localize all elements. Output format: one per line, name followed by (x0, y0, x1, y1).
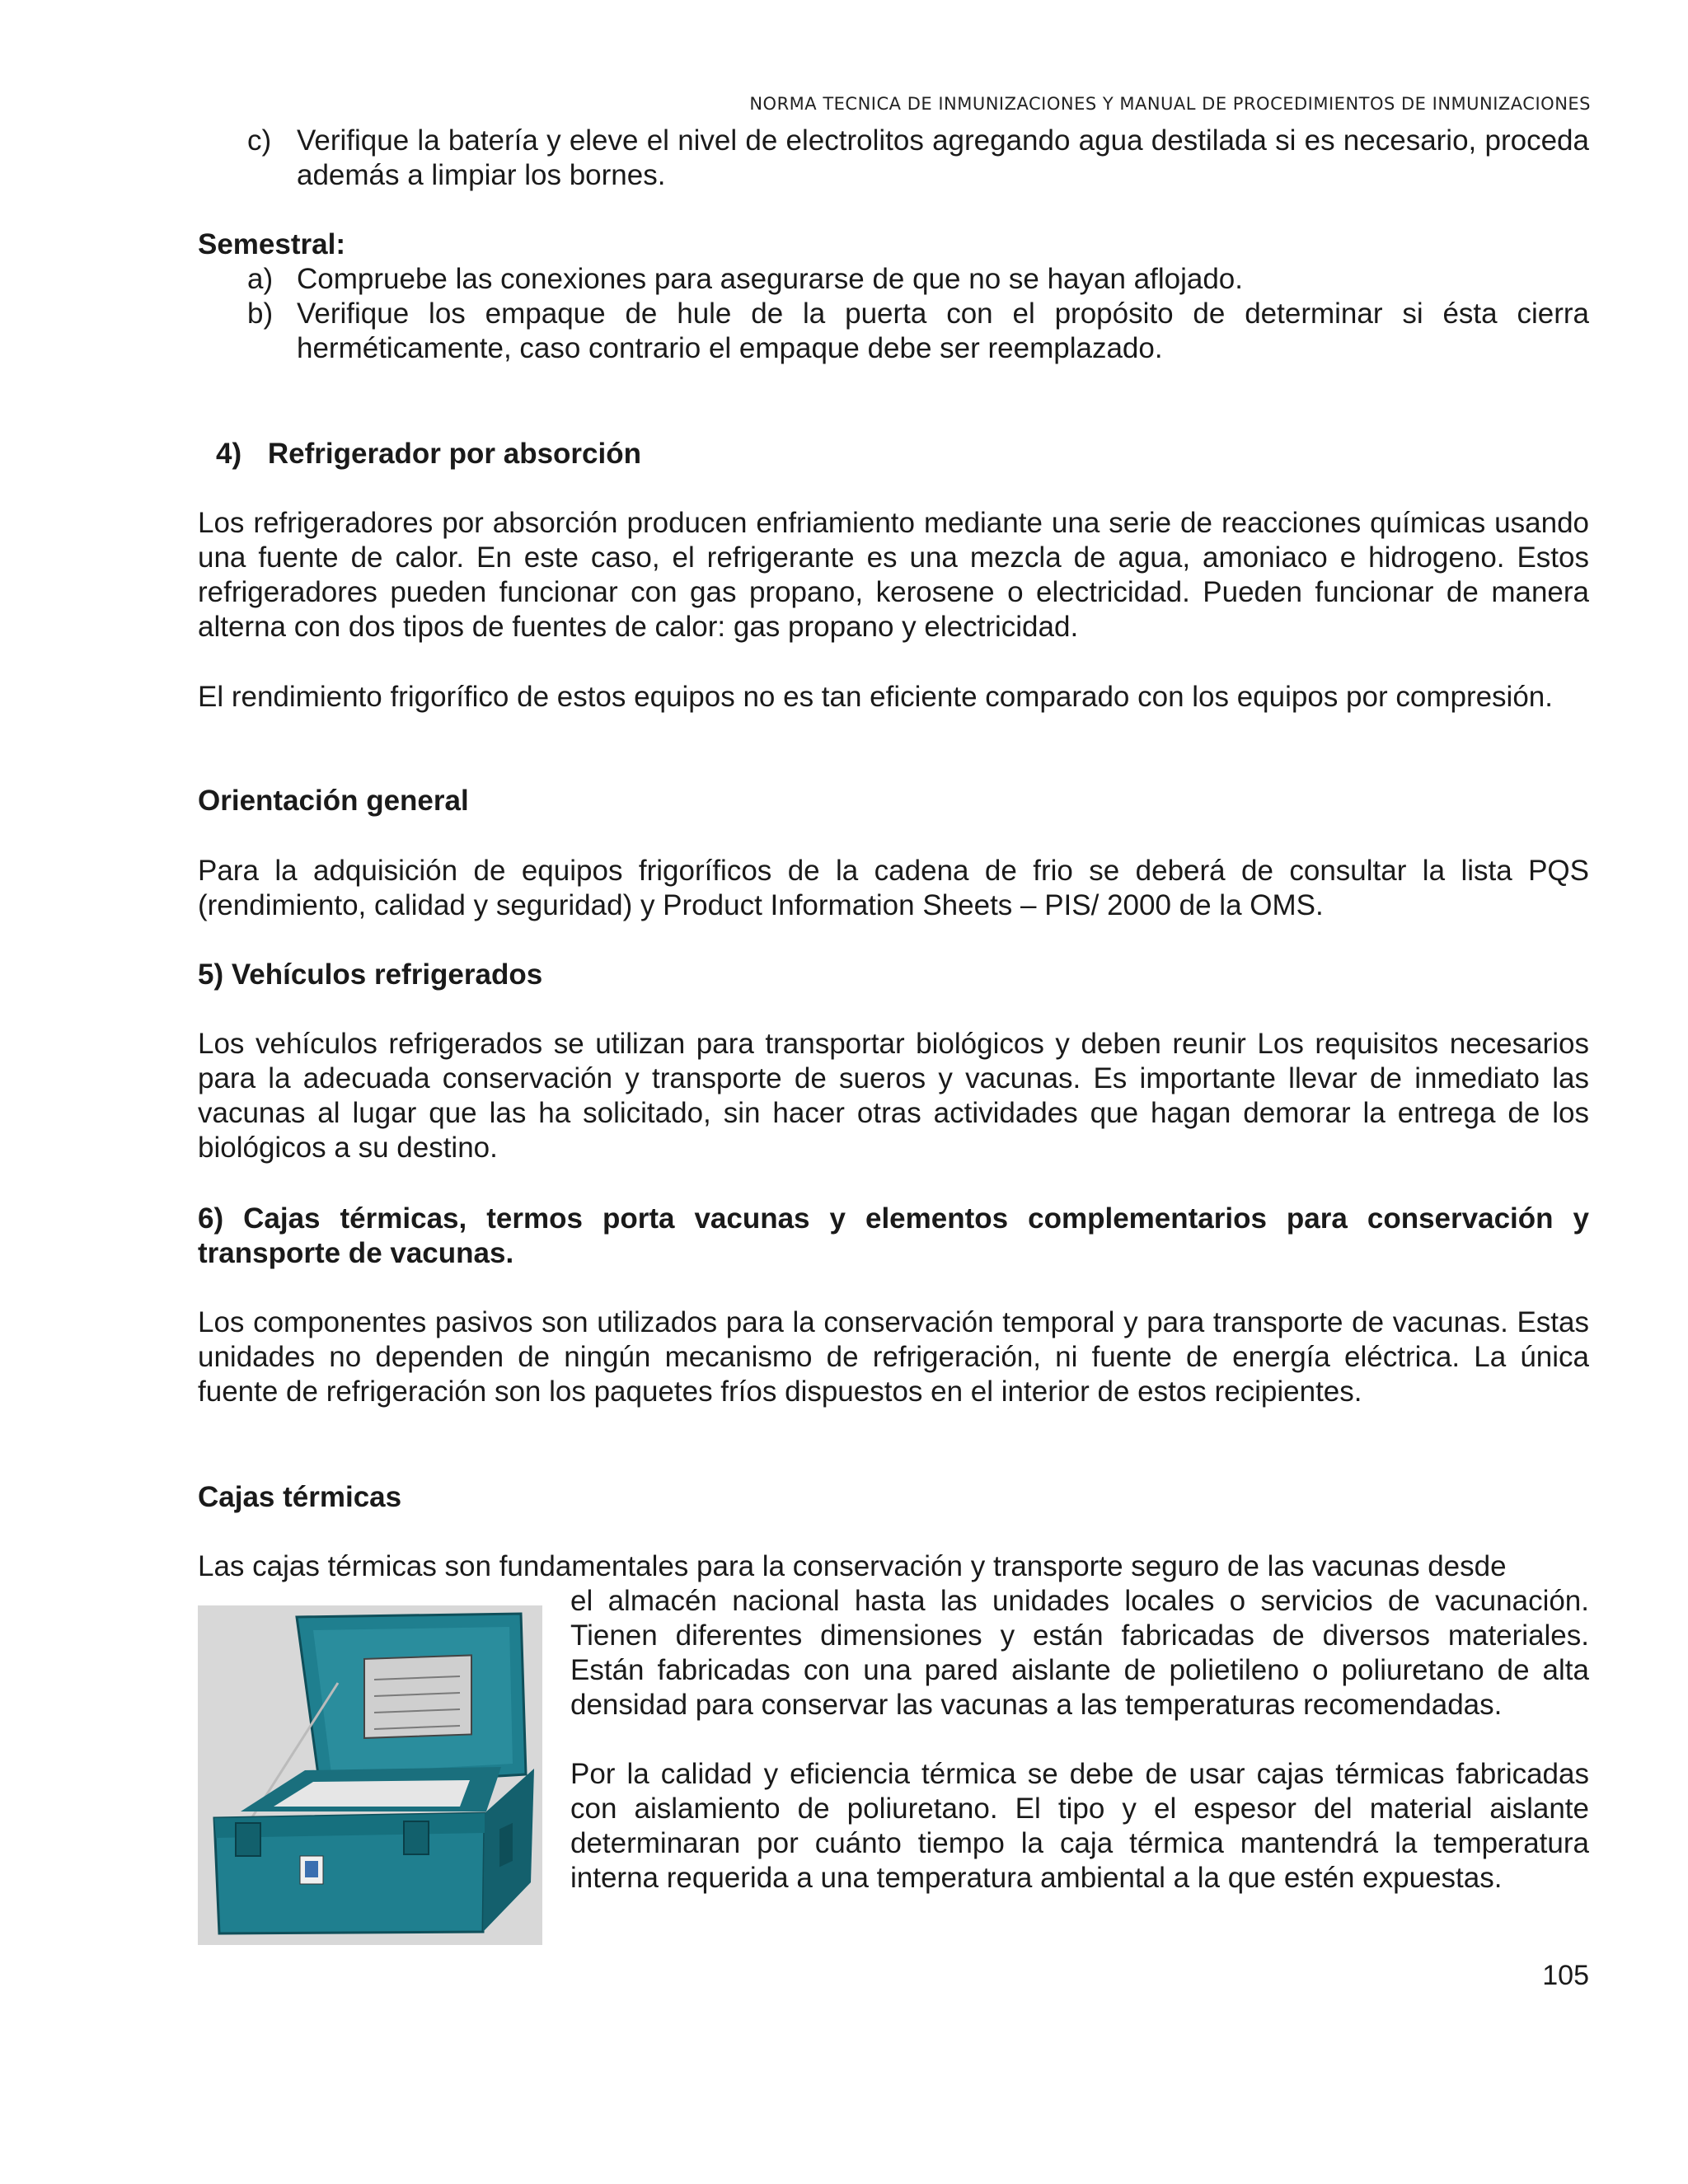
section-title: Refrigerador por absorción (267, 438, 641, 470)
cold-box-image (198, 1605, 542, 1945)
orientacion-heading: Orientación general (198, 785, 469, 817)
section-4-paragraph-2: El rendimiento frigorífico de estos equipos no es tan eficiente comparado con los equipos por compresión. (198, 681, 1553, 713)
section-6-heading: 6) Cajas térmicas, termos porta vacunas y elementos complementarios para conservación y transporte de vacunas. (198, 1202, 1589, 1269)
list-marker: b) (247, 298, 274, 330)
cold-box-illustration (198, 1605, 542, 1945)
list-marker: c) (247, 124, 272, 157)
section-4-paragraph-1: Los refrigeradores por absorción producen enfriamiento mediante una serie de reacciones químicas usando una fuente de calor. En este caso, el refrigerante es una mezcla de agua, amoniaco e hidrogeno. Estos refrigeradores pueden funcionar con gas propano, kerosene o electricidad. Pueden funcionar de manera alterna con dos tipos de fuentes de calor: gas propano y electricidad. (198, 507, 1589, 643)
list-item-b (247, 297, 1589, 366)
section-5-heading: 5) Vehículos refrigerados (198, 958, 543, 991)
page-number: 105 (1542, 1960, 1589, 1991)
section-4-heading (216, 437, 641, 471)
orientacion-paragraph: Para la adquisición de equipos frigoríficos de la cadena de frio se deberá de consultar la lista PQS (rendimiento, calidad y seguridad) y Product Information Sheets – PIS/ 2000 de la OMS. (198, 855, 1589, 921)
list-item-text: Verifique los empaque de hule de la puerta con el propósito de determinar si ésta cierra herméticamente, caso contrario el empaque debe ser reemplazado. (297, 298, 1589, 364)
semestral-heading: Semestral: (198, 228, 345, 260)
section-number: 4) (216, 438, 242, 470)
list-item-text: Compruebe las conexiones para asegurarse de que no se hayan aflojado. (297, 263, 1243, 295)
list-item-a (247, 262, 1589, 297)
cajas-paragraph-1-first-line: Las cajas térmicas son fundamentales para la conservación y transporte seguro de las vacunas desde (198, 1550, 1507, 1582)
cajas-paragraph-2: Por la calidad y eficiencia térmica se debe de usar cajas térmicas fabricadas con aislamiento de poliuretano. El tipo y el espesor del material aislante determinaran por cuánto tiempo la caja térmica mantendrá la temperatura interna requerida a una temperatura ambiental a la que estén expuestas. (570, 1758, 1589, 1894)
cajas-paragraph-1-rest: el almacén nacional hasta las unidades locales o servicios de vacunación. Tienen diferentes dimensiones y están fabricadas de diversos materiales. Están fabricadas con una pared aislante de polietileno o poliuretano de alta densidad para conservar las vacunas a las temperaturas recomendadas. (570, 1585, 1589, 1721)
cajas-heading: Cajas térmicas (198, 1481, 402, 1513)
section-5-paragraph: Los vehículos refrigerados se utilizan para transportar biológicos y deben reunir Los requisitos necesarios para la adecuada conservación y transporte de sueros y vacunas. Es importante llevar de inmediato las vacunas al lugar que las ha solicitado, sin hacer otras actividades que hagan demorar la entrega de los biológicos a su destino. (198, 1028, 1589, 1164)
section-6-paragraph: Los componentes pasivos son utilizados para la conservación temporal y para transporte de vacunas. Estas unidades no dependen de ningún mecanismo de refrigeración, ni fuente de energía eléctrica. La única fuente de refrigeración son los paquetes fríos dispuestos en el interior de estos recipientes. (198, 1306, 1589, 1408)
list-marker: a) (247, 263, 274, 295)
list-item-text: Verifique la batería y eleve el nivel de electrolitos agregando agua destilada si es necesario, proceda además a limpiar los bornes. (297, 124, 1589, 191)
list-item-c (247, 124, 1589, 193)
running-header: NORMA TECNICA DE INMUNIZACIONES Y MANUAL DE PROCEDIMIENTOS DE INMUNIZACIONES (749, 94, 1591, 114)
